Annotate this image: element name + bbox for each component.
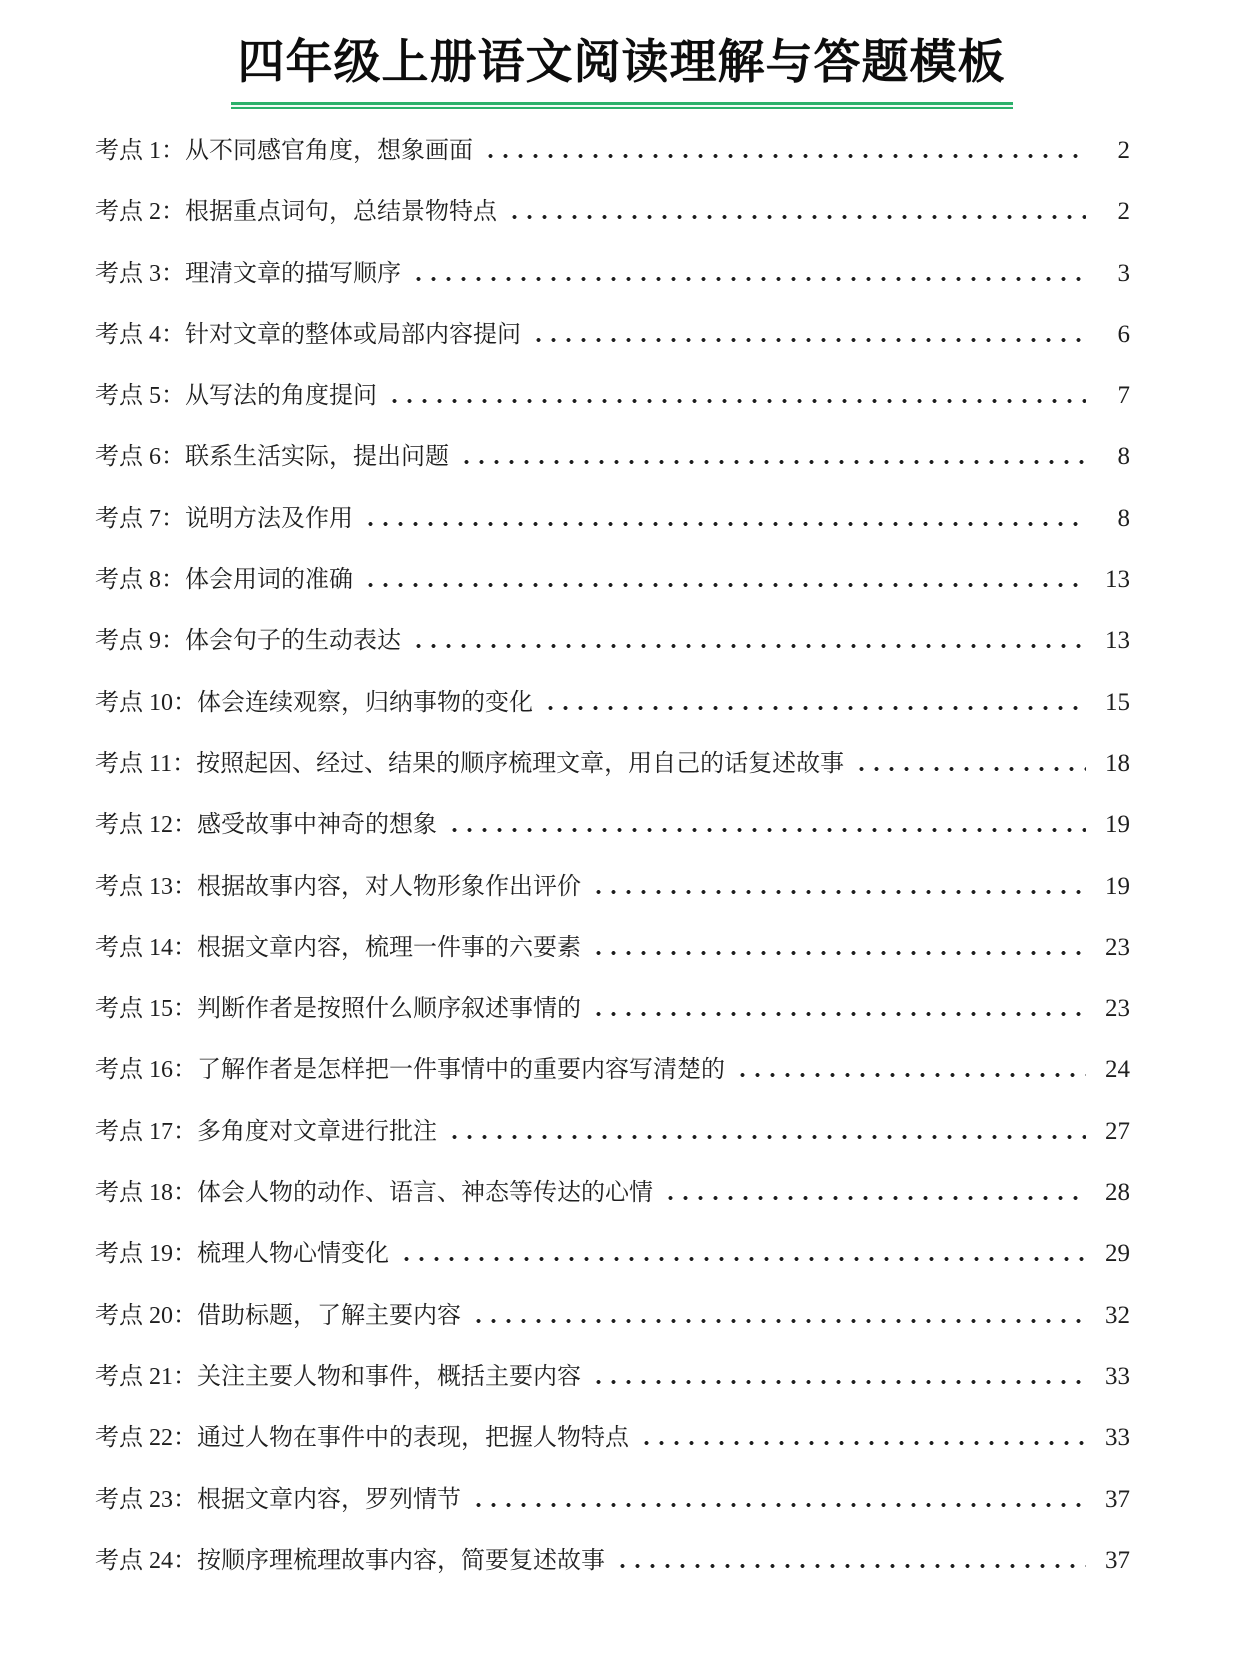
toc-item-label: 考点 15：判断作者是按照什么顺序叙述事情的 (95, 996, 581, 1023)
toc-item-label: 考点 9：体会句子的生动表达 (95, 628, 401, 655)
toc-item-page: 18 (1105, 749, 1130, 777)
toc-item-page: 33 (1105, 1424, 1130, 1452)
toc-item-label: 考点 23：根据文章内容，罗列情节 (95, 1486, 461, 1513)
toc-item-page: 29 (1105, 1240, 1130, 1268)
toc-item-page: 28 (1105, 1179, 1130, 1207)
toc-item-label: 考点 7：说明方法及作用 (95, 505, 353, 532)
toc-item-page: 13 (1105, 566, 1130, 594)
toc-leader-dots (615, 1564, 1086, 1568)
toc-item[interactable] (95, 794, 1130, 855)
toc-item-label: 考点 4：针对文章的整体或局部内容提问 (95, 321, 521, 348)
toc-list (95, 120, 1130, 1591)
toc-item-page: 37 (1105, 1485, 1130, 1513)
toc-item-label: 考点 21：关注主要人物和事件，概括主要内容 (95, 1363, 581, 1390)
toc-leader-dots (447, 828, 1086, 832)
toc-leader-dots (387, 399, 1086, 403)
toc-item-page: 33 (1105, 1362, 1130, 1390)
toc-item-label: 考点 19：梳理人物心情变化 (95, 1241, 389, 1268)
toc-leader-dots (591, 1380, 1086, 1384)
toc-item-label: 考点 18：体会人物的动作、语言、神态等传达的心情 (95, 1180, 653, 1207)
toc-item[interactable] (95, 917, 1130, 978)
toc-item[interactable] (95, 426, 1130, 487)
toc-item[interactable] (95, 1346, 1130, 1407)
toc-item-page: 19 (1105, 872, 1130, 900)
toc-item-label: 考点 2：根据重点词句，总结景物特点 (95, 199, 497, 226)
toc-leader-dots (411, 644, 1086, 648)
toc-leader-dots (471, 1503, 1086, 1507)
title-underline (231, 102, 1013, 109)
toc-item-page: 7 (1117, 382, 1130, 410)
toc-item[interactable] (95, 733, 1130, 794)
toc-item[interactable] (95, 304, 1130, 365)
toc-leader-dots (735, 1073, 1086, 1077)
toc-item[interactable] (95, 1223, 1130, 1284)
toc-item[interactable] (95, 365, 1130, 426)
toc-item[interactable] (95, 1039, 1130, 1100)
toc-item-page: 13 (1105, 627, 1130, 655)
toc-item[interactable] (95, 488, 1130, 549)
toc-leader-dots (639, 1441, 1086, 1445)
toc-leader-dots (591, 1012, 1086, 1016)
toc-item-label: 考点 17：多角度对文章进行批注 (95, 1118, 437, 1145)
toc-item-page: 3 (1117, 259, 1130, 287)
toc-item-label: 考点 11：按照起因、经过、结果的顺序梳理文章，用自己的话复述故事 (95, 750, 845, 777)
toc-item-page: 8 (1117, 443, 1130, 471)
toc-item-page: 23 (1105, 933, 1130, 961)
toc-item-label: 考点 12：感受故事中神奇的想象 (95, 812, 437, 839)
toc-item-label: 考点 6：联系生活实际，提出问题 (95, 444, 449, 471)
toc-item-label: 考点 3：理清文章的描写顺序 (95, 260, 401, 287)
toc-item-page: 23 (1105, 995, 1130, 1023)
toc-leader-dots (447, 1135, 1086, 1139)
toc-leader-dots (363, 583, 1086, 587)
toc-item-label: 考点 14：根据文章内容，梳理一件事的六要素 (95, 934, 581, 961)
toc-item-label: 考点 24：按顺序理梳理故事内容，简要复述故事 (95, 1547, 605, 1574)
toc-item-page: 37 (1105, 1546, 1130, 1574)
toc-item[interactable] (95, 181, 1130, 242)
toc-item[interactable] (95, 1285, 1130, 1346)
toc-leader-dots (531, 338, 1086, 342)
toc-item[interactable] (95, 243, 1130, 304)
toc-item-label: 考点 5：从写法的角度提问 (95, 383, 377, 410)
toc-item-label: 考点 1：从不同感官角度，想象画面 (95, 138, 473, 164)
toc-item[interactable] (95, 856, 1130, 917)
toc-leader-dots (459, 460, 1086, 464)
toc-leader-dots (663, 1196, 1086, 1200)
toc-item-label: 考点 22：通过人物在事件中的表现，把握人物特点 (95, 1425, 629, 1452)
toc-item-page: 2 (1117, 198, 1130, 226)
toc-item[interactable] (95, 672, 1130, 733)
toc-item-page: 15 (1105, 688, 1130, 716)
toc-leader-dots (507, 215, 1086, 219)
toc-item[interactable] (95, 549, 1130, 610)
page-title: 四年级上册语文阅读理解与答题模板 (237, 35, 1006, 90)
toc-leader-dots (363, 522, 1086, 526)
toc-leader-dots (471, 1319, 1086, 1323)
toc-item-page: 27 (1105, 1117, 1130, 1145)
toc-leader-dots (399, 1257, 1086, 1261)
toc-leader-dots (543, 706, 1086, 710)
toc-item[interactable] (95, 1469, 1130, 1530)
toc-item-page: 6 (1117, 320, 1130, 348)
toc-leader-dots (411, 277, 1086, 281)
toc-item-page: 32 (1105, 1301, 1130, 1329)
toc-item[interactable] (95, 1101, 1130, 1162)
toc-item-label: 考点 10：体会连续观察，归纳事物的变化 (95, 689, 533, 716)
toc-item-label: 考点 13：根据故事内容，对人物形象作出评价 (95, 873, 581, 900)
toc-item-label: 考点 16：了解作者是怎样把一件事情中的重要内容写清楚的 (95, 1057, 725, 1084)
toc-item[interactable] (95, 610, 1130, 671)
toc-item-page: 24 (1105, 1056, 1130, 1084)
toc-leader-dots (483, 154, 1086, 158)
document-header (0, 0, 1243, 109)
toc-leader-dots (591, 951, 1086, 955)
toc-item-page: 2 (1117, 137, 1130, 164)
toc-item-page: 19 (1105, 811, 1130, 839)
toc-leader-dots (591, 890, 1086, 894)
toc-leader-dots (854, 767, 1086, 771)
toc-item[interactable] (95, 1162, 1130, 1223)
toc-item[interactable] (95, 1407, 1130, 1468)
toc-item[interactable] (95, 978, 1130, 1039)
toc-item[interactable] (95, 1530, 1130, 1591)
toc-item[interactable] (95, 120, 1130, 181)
toc-item-label: 考点 8：体会用词的准确 (95, 567, 353, 594)
toc-item-page: 8 (1117, 504, 1130, 532)
toc-item-label: 考点 20：借助标题，了解主要内容 (95, 1302, 461, 1329)
